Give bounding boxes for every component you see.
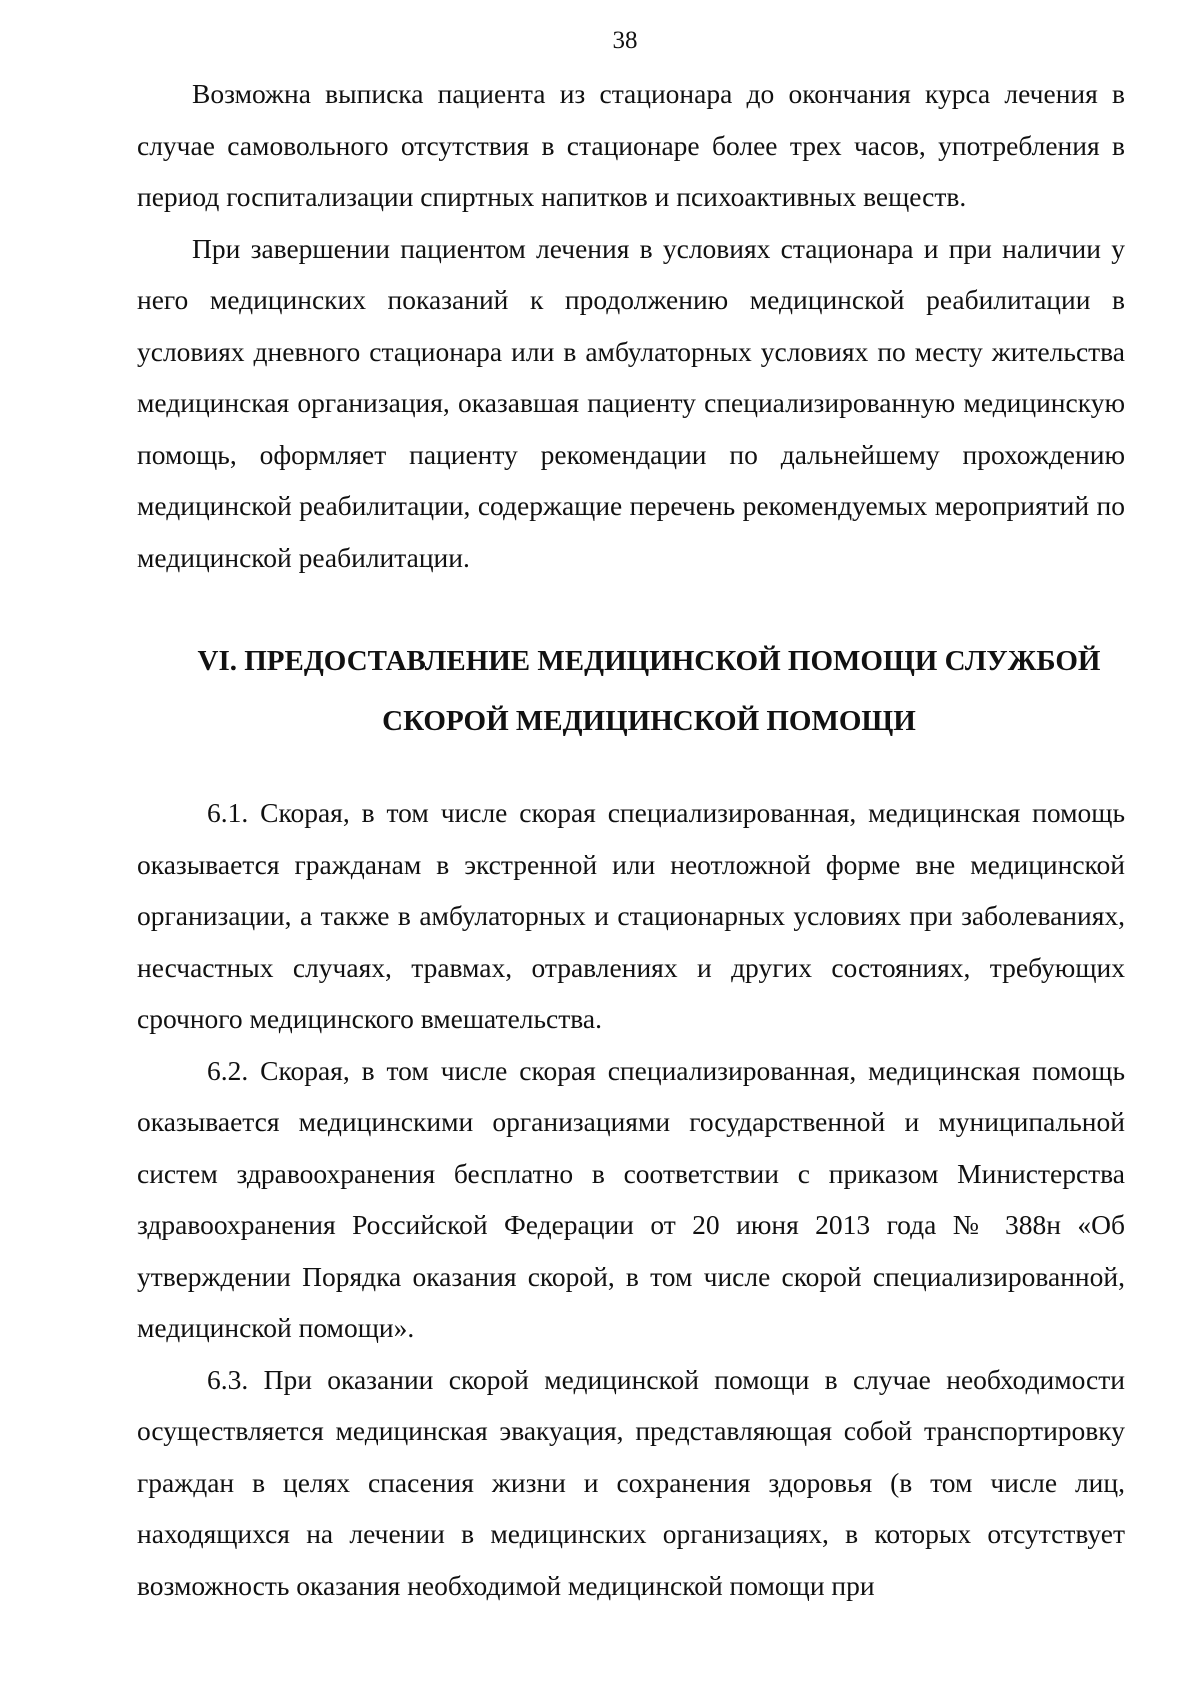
section-heading-line-2: СКОРОЙ МЕДИЦИНСКОЙ ПОМОЩИ: [382, 705, 916, 737]
paragraph-6-1: 6.1. Скорая, в том числе скорая специализированная, медицинская помощь оказывается гражданам в экстренной или неотложной форме вне медицинской организации, а также в амбулаторных и стационарных условиях при заболеваниях, несчастных случаях, травмах, отравлениях и других состояниях, требующих срочного медицинского вмешательства.: [137, 797, 1125, 1034]
paragraph-discharge: Возможна выписка пациента из стационара до окончания курса лечения в случае самовольного отсутствия в стационаре более трех часов, употребления в период госпитализации спиртных напитков и психоактивных веществ.: [137, 78, 1125, 212]
paragraph-6-2: 6.2. Скорая, в том числе скорая специализированная, медицинская помощь оказывается медицинскими организациями государственной и муниципальной систем здравоохранения бесплатно в соответствии с приказом Министерства здравоохранения Российской Федерации от 20 июня 2013 года № 388н «Об утверждении Порядка оказания скорой, в том числе скорой специализированной, медицинской помощи».: [137, 1054, 1125, 1343]
page-number: 38: [612, 27, 638, 54]
page-content: [137, 68, 1125, 1611]
section-heading-line-1: VI. ПРЕДОСТАВЛЕНИЕ МЕДИЦИНСКОЙ ПОМОЩИ СЛУЖБОЙ: [197, 645, 1101, 677]
section-heading: [137, 631, 1125, 751]
paragraph-rehabilitation: При завершении пациентом лечения в условиях стационара и при наличии у него медицинских показаний к продолжению медицинской реабилитации в условиях дневного стационара или в амбулаторных условиях по месту жительства медицинская организация, оказавшая пациенту специализированную медицинскую помощь, оформляет пациенту рекомендации по дальнейшему прохождению медицинской реабилитации, содержащие перечень рекомендуемых мероприятий по медицинской реабилитации.: [137, 232, 1125, 573]
paragraph-6-3: 6.3. При оказании скорой медицинской помощи в случае необходимости осуществляется медицинская эвакуация, представляющая собой транспортировку граждан в целях спасения жизни и сохранения здоровья (в том числе лиц, находящихся на лечении в медицинских организациях, в которых отсутствует возможность оказания необходимой медицинской помощи при: [137, 1363, 1125, 1601]
